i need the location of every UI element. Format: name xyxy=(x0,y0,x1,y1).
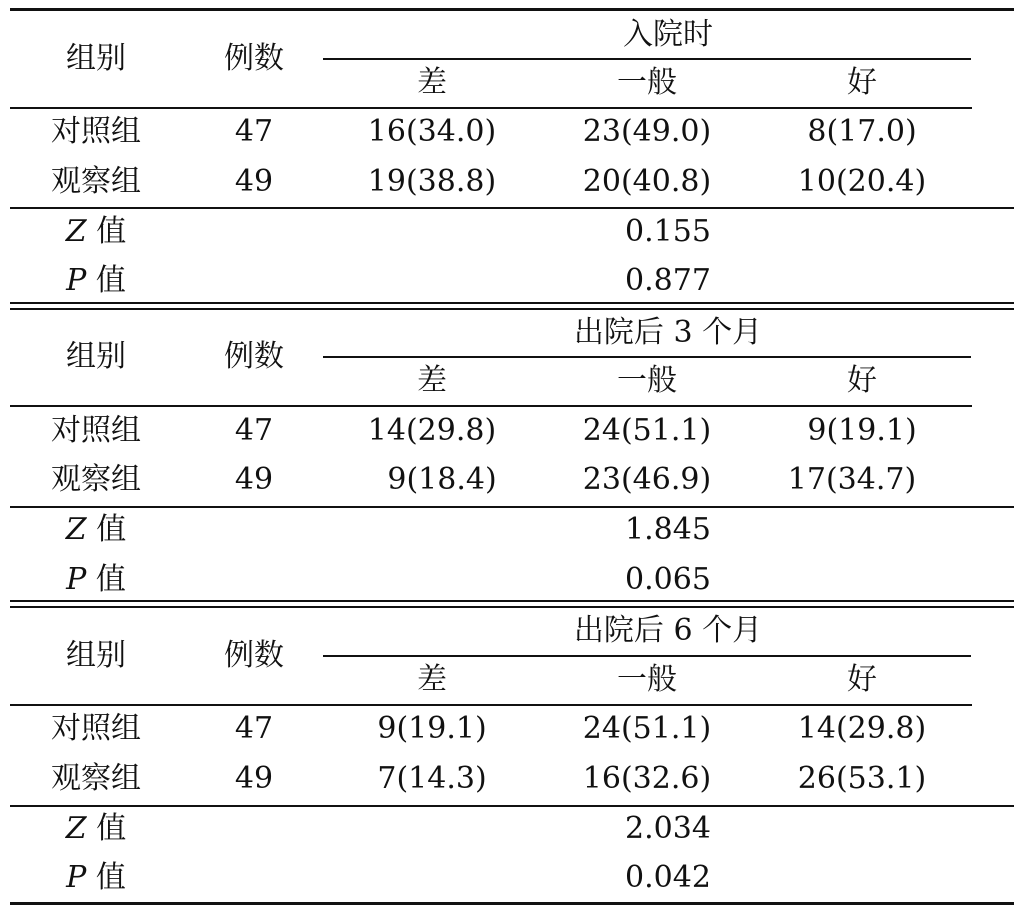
fair-cell: 16(32.6) xyxy=(582,761,712,796)
level-header-poor: 差 xyxy=(417,363,447,398)
value-word: 值 xyxy=(96,214,127,249)
group-header: 组别 xyxy=(66,339,126,374)
group-cell: 对照组 xyxy=(51,114,141,149)
period-underline xyxy=(323,58,971,60)
level-header-good: 好 xyxy=(847,363,877,398)
level-header-good: 好 xyxy=(847,662,877,697)
poor-cell: 7(14.3) xyxy=(377,761,487,796)
level-header-fair: 一般 xyxy=(617,662,677,697)
value-word: 值 xyxy=(95,860,126,895)
p-label xyxy=(66,860,126,895)
good-cell: 9(19.1) xyxy=(807,413,917,448)
period-header: 出院后 6 个月 xyxy=(573,613,763,648)
value-word: 值 xyxy=(96,811,127,846)
table-bottom-rule xyxy=(10,902,1014,905)
count-cell: 47 xyxy=(234,413,274,448)
p-value: 0.877 xyxy=(625,263,711,298)
group-cell: 观察组 xyxy=(51,164,141,199)
period-underline xyxy=(323,655,971,657)
p-symbol: P xyxy=(66,860,87,895)
fair-cell: 20(40.8) xyxy=(582,164,712,199)
group-cell: 观察组 xyxy=(51,462,141,497)
level-header-poor: 差 xyxy=(417,662,447,697)
fair-cell: 24(51.1) xyxy=(582,413,712,448)
table-top-rule xyxy=(10,8,1014,11)
fair-cell: 24(51.1) xyxy=(582,711,712,746)
header-bottom-rule xyxy=(10,107,972,109)
z-label xyxy=(65,214,127,249)
z-label xyxy=(65,512,127,547)
group-cell: 观察组 xyxy=(51,761,141,796)
data-bottom-rule xyxy=(10,207,1014,209)
level-header-fair: 一般 xyxy=(617,363,677,398)
value-word: 值 xyxy=(96,512,127,547)
data-bottom-rule xyxy=(10,805,1014,807)
count-cell: 49 xyxy=(234,164,274,199)
z-value: 0.155 xyxy=(625,214,711,249)
good-cell: 17(34.7) xyxy=(787,462,917,497)
group-cell: 对照组 xyxy=(51,413,141,448)
poor-cell: 9(19.1) xyxy=(377,711,487,746)
level-header-good: 好 xyxy=(847,65,877,100)
period-header: 出院后 3 个月 xyxy=(573,315,763,350)
z-value: 2.034 xyxy=(625,811,711,846)
group-header: 组别 xyxy=(66,638,126,673)
p-value: 0.065 xyxy=(625,562,711,597)
good-cell: 10(20.4) xyxy=(797,164,927,199)
count-header: 例数 xyxy=(224,638,284,673)
z-label xyxy=(65,811,127,846)
value-word: 值 xyxy=(95,562,126,597)
block-separator-rule xyxy=(10,308,1014,310)
period-underline xyxy=(323,356,971,358)
count-cell: 49 xyxy=(234,462,274,497)
block-separator-rule xyxy=(10,606,1014,608)
poor-cell: 16(34.0) xyxy=(367,114,497,149)
z-value: 1.845 xyxy=(625,512,711,547)
group-cell: 对照组 xyxy=(51,711,141,746)
poor-cell: 14(29.8) xyxy=(367,413,497,448)
fair-cell: 23(46.9) xyxy=(582,462,712,497)
z-symbol: Z xyxy=(65,811,87,846)
data-bottom-rule xyxy=(10,506,1014,508)
p-symbol: P xyxy=(66,263,87,298)
p-symbol: P xyxy=(66,562,87,597)
header-bottom-rule xyxy=(10,704,972,706)
value-word: 值 xyxy=(95,263,126,298)
block-separator-rule xyxy=(10,302,1014,304)
good-cell: 26(53.1) xyxy=(797,761,927,796)
count-header: 例数 xyxy=(224,339,284,374)
level-header-poor: 差 xyxy=(417,65,447,100)
good-cell: 14(29.8) xyxy=(797,711,927,746)
count-cell: 49 xyxy=(234,761,274,796)
poor-cell: 9(18.4) xyxy=(387,462,497,497)
header-bottom-rule xyxy=(10,405,972,407)
count-cell: 47 xyxy=(234,711,274,746)
poor-cell: 19(38.8) xyxy=(367,164,497,199)
level-header-fair: 一般 xyxy=(617,65,677,100)
block-separator-rule xyxy=(10,600,1014,602)
count-header: 例数 xyxy=(224,41,284,76)
period-header: 入院时 xyxy=(623,17,713,52)
p-label xyxy=(66,263,126,298)
group-header: 组别 xyxy=(66,41,126,76)
z-symbol: Z xyxy=(65,214,87,249)
p-label xyxy=(66,562,126,597)
count-cell: 47 xyxy=(234,114,274,149)
z-symbol: Z xyxy=(65,512,87,547)
good-cell: 8(17.0) xyxy=(807,114,917,149)
p-value: 0.042 xyxy=(625,860,711,895)
fair-cell: 23(49.0) xyxy=(582,114,712,149)
